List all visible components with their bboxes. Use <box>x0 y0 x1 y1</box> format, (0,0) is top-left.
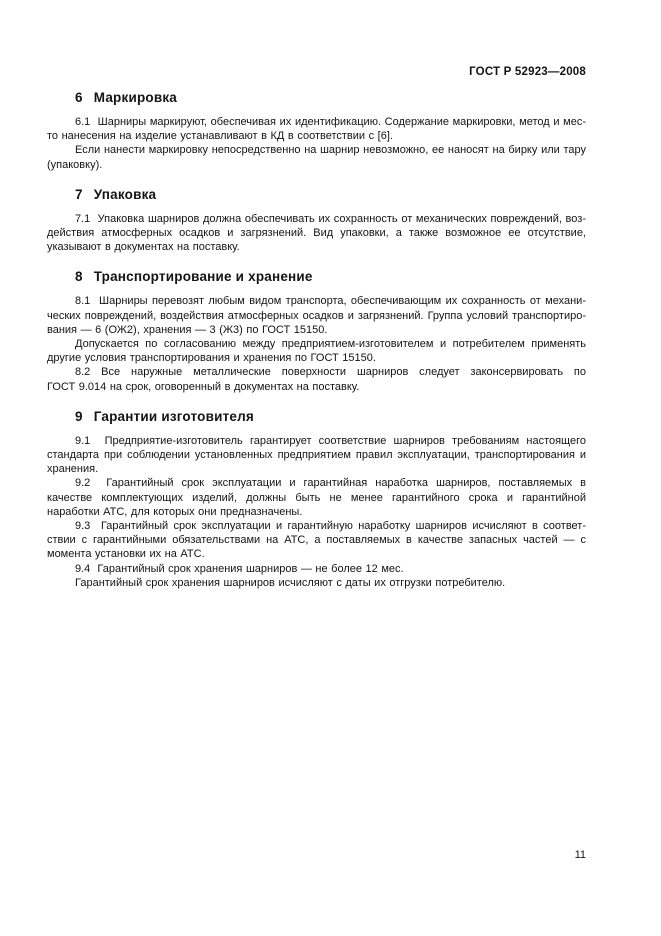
paragraph-8-2: 8.2 Все наружные металлические поверхности шарниров следует законсервировать по ГОСТ 9.014 на срок, оговоренный в документах на поставку. <box>47 366 586 393</box>
section-title: Упаковка <box>93 186 157 202</box>
standard-designation: ГОСТ Р 52923—2008 <box>469 66 586 78</box>
paragraph-9-1: 9.1 Предприятие-изготовитель гарантирует соответствие шарниров требованиям настоящего стандарта при соблюдении установленных предприятием правил эксплуатации, транспортирования и хранения. <box>47 434 586 476</box>
paragraph-8-1b: Допускается по согласованию между предприятием-изготовителем и потребителем применять другие условия транспортирования и хранения по ГОСТ 15150. <box>47 338 586 365</box>
paragraph-6-1b: Если нанести маркировку непосредственно на шарнир невозможно, ее наносят на бирку или тару (упаковку). <box>47 144 586 171</box>
section-number: 8 <box>75 269 83 285</box>
section-title: Гарантии изготовителя <box>93 408 254 424</box>
section-number: 9 <box>75 408 83 424</box>
section-title: Маркировка <box>93 90 177 105</box>
paragraph-9-2: 9.2 Гарантийный срок эксплуатации и гарантийная наработка шарниров, поставляемых в качестве комплектующих изделий, должны быть не менее гарантийного срока и гарантийной наработки АТС, для которых они предназначены. <box>47 477 586 518</box>
paragraph-9-4b: Гарантийный срок хранения шарниров исчисляют с даты их отгрузки потребителю. <box>75 576 506 589</box>
section-title: Транспортирование и хранение <box>93 269 313 285</box>
paragraph-6-1: 6.1 Шарниры маркируют, обеспечивая их идентификацию. Содержание маркировки, метод и место нанесения на изделие устанавливают в КД в соответствии с [6]. <box>47 116 586 143</box>
section-heading-7 <box>47 187 586 203</box>
paragraph-8-1: 8.1 Шарниры перевозят любым видом транспорта, обеспечивающим их сохранность от механических повреждений, воздействия атмосферных осадков и загрязнений. Группа условий транспортирования — 6 (ОЖ2), хранения — 3 (Ж3) по ГОСТ 15150. <box>47 295 586 336</box>
section-heading-6 <box>47 90 586 106</box>
section-heading-9 <box>47 409 586 425</box>
document-body <box>47 84 586 590</box>
paragraph-9-3: 9.3 Гарантийный срок эксплуатации и гарантийную наработку шарниров исчисляют в соответствии с гарантийными обязательствами на АТС, а поставляемых в качестве запасных частей — с момента установки их на АТС. <box>47 520 586 561</box>
paragraph-7-1: 7.1 Упаковка шарниров должна обеспечивать их сохранность от механических повреждений, воздействия атмосферных осадков и загрязнений. Вид упаковки, а также возможное ее отсутствие, указывают в документах на поставку. <box>47 212 586 254</box>
paragraph-9-4: 9.4 Гарантийный срок хранения шарниров — не более 12 мес. <box>75 562 404 575</box>
section-number: 6 <box>75 90 83 105</box>
section-number: 7 <box>75 186 83 202</box>
page-number: 11 <box>574 849 586 861</box>
section-heading-8 <box>47 269 586 285</box>
running-header <box>47 66 586 78</box>
